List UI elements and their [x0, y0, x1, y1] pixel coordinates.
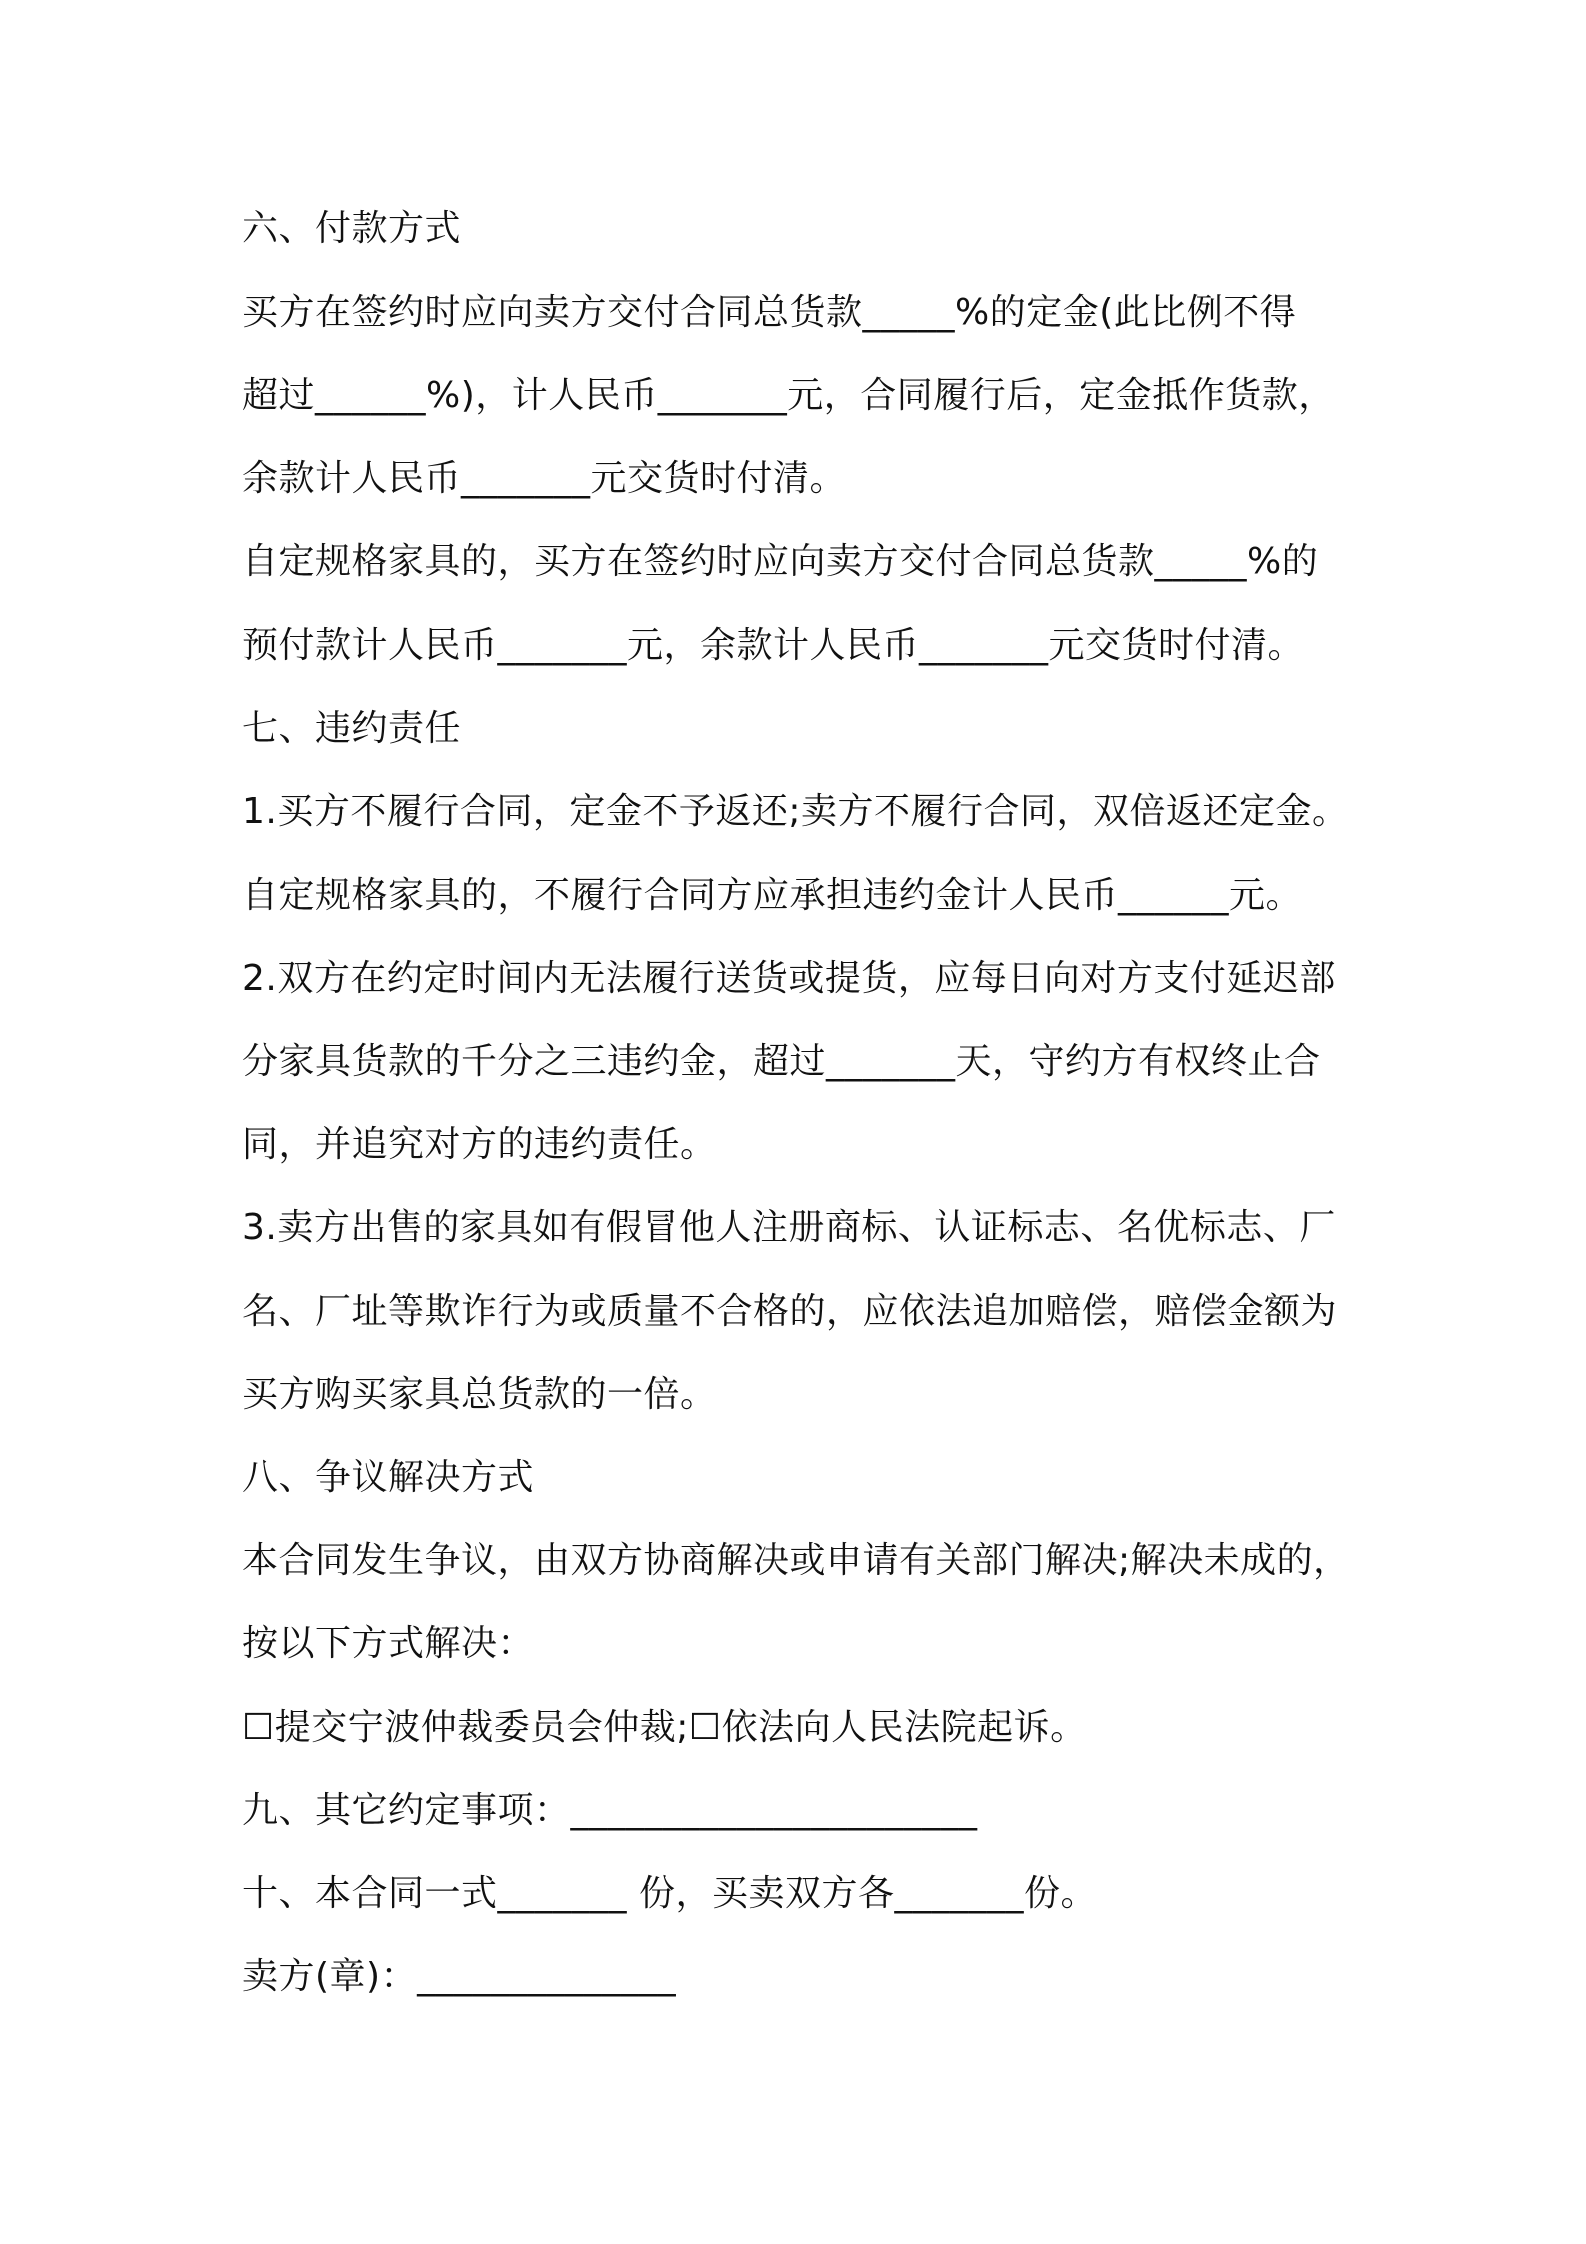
section-heading-payment: 六、付款方式	[242, 208, 462, 249]
section-heading-copies: 十、本合同一式_______ 份，买卖双方各_______份。	[242, 1873, 1097, 1914]
paragraph-line: 买方在签约时应向卖方交付合同总货款_____%的定金(此比例不得	[242, 292, 1297, 333]
paragraph-line: 自定规格家具的，不履行合同方应承担违约金计人民币______元。	[242, 875, 1303, 916]
paragraph-line: 名、厂址等欺诈行为或质量不合格的，应依法追加赔偿，赔偿金额为	[242, 1291, 1338, 1332]
paragraph-line: 自定规格家具的，买方在签约时应向卖方交付合同总货款_____%的	[242, 541, 1319, 582]
paragraph-line: 预付款计人民币_______元，余款计人民币_______元交货时付清。	[242, 625, 1305, 666]
paragraph-line: 3.卖方出售的家具如有假冒他人注册商标、认证标志、名优标志、厂	[242, 1207, 1336, 1248]
paragraph-line: 本合同发生争议，由双方协商解决或申请有关部门解决;解决未成的，	[242, 1540, 1350, 1581]
paragraph-line: 超过______%)，计人民币_______元，合同履行后，定金抵作货款，	[242, 375, 1335, 416]
section-heading-liability: 七、违约责任	[242, 708, 462, 749]
paragraph-line: 同，并追究对方的违约责任。	[242, 1124, 717, 1165]
paragraph-line: 分家具货款的千分之三违约金，超过_______天，守约方有权终止合	[242, 1041, 1321, 1082]
paragraph-line: 余款计人民币_______元交货时付清。	[242, 458, 847, 499]
dispute-options-line: ☐提交宁波仲裁委员会仲裁;☐依法向人民法院起诉。	[242, 1707, 1087, 1748]
paragraph-line: 买方购买家具总货款的一倍。	[242, 1374, 717, 1415]
section-heading-dispute: 八、争议解决方式	[242, 1457, 535, 1498]
paragraph-line: 2.双方在约定时间内无法履行送货或提货，应每日向对方支付延迟部	[242, 958, 1336, 999]
paragraph-line: 1.买方不履行合同，定金不予返还;卖方不履行合同，双倍返还定金。	[242, 791, 1349, 832]
paragraph-line: 按以下方式解决：	[242, 1623, 535, 1664]
seller-seal-line: 卖方(章)：______________	[242, 1956, 677, 1997]
section-heading-other-terms: 九、其它约定事项：______________________	[242, 1790, 978, 1831]
